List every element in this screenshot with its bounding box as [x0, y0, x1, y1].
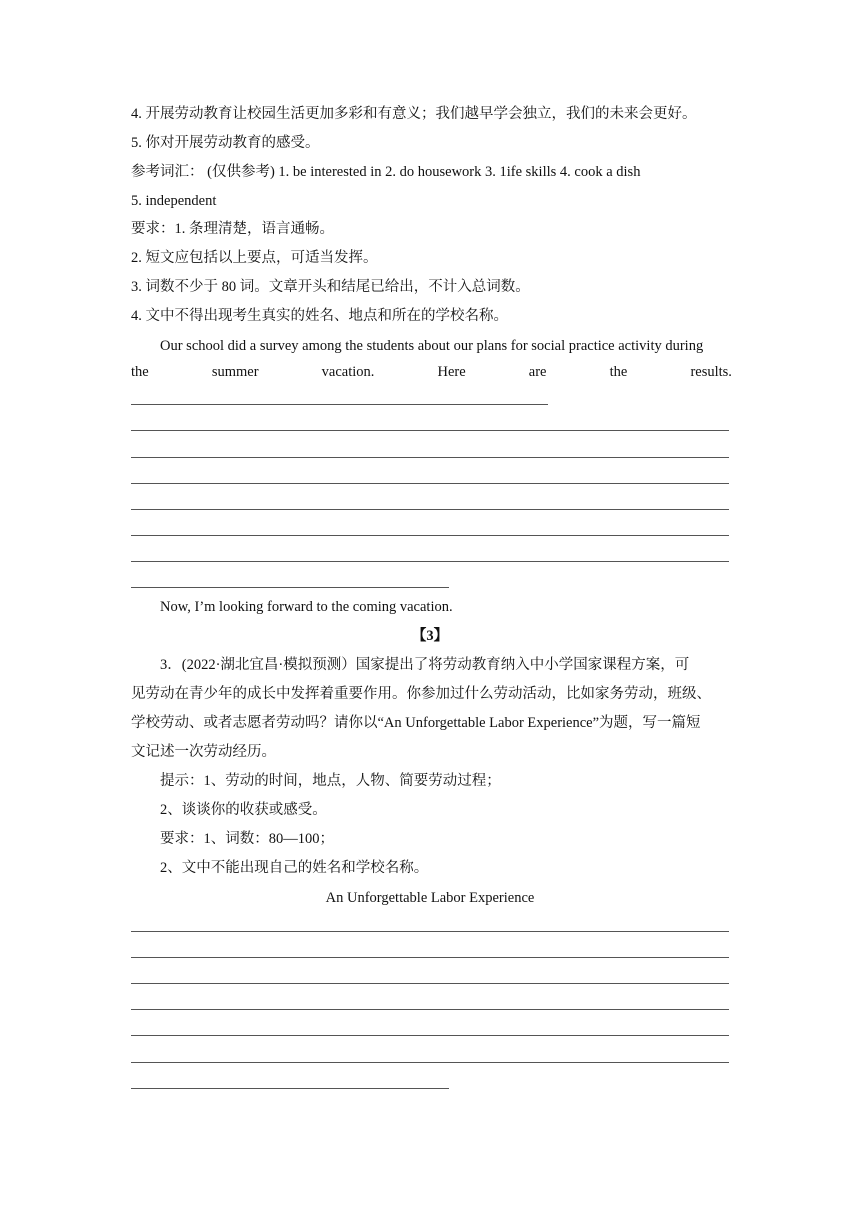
essay-opening-line-2: [131, 362, 732, 382]
answer-line[interactable]: [131, 457, 729, 458]
essay-closing: Now, I’m looking forward to the coming vacation.: [160, 599, 453, 615]
answer-line[interactable]: [131, 1088, 449, 1089]
answer-line[interactable]: [131, 535, 729, 536]
opening-word: results.: [690, 364, 732, 380]
requirement-1: 要求：1、词数：80—100；: [160, 831, 334, 847]
essay-opening-line-1: Our school did a survey among the students about our plans for social practice activity during: [160, 338, 704, 354]
vocab-line-1: 参考词汇： (仅供参考) 1. be interested in 2. do housework 3. 1ife skills 4. cook a dish: [131, 164, 641, 180]
hint-1: 提示：1、劳动的时间，地点，人物、简要劳动过程；: [160, 773, 501, 789]
requirement-1: 要求：1. 条理清楚，语言通畅。: [131, 221, 334, 237]
prompt-line-2: 见劳动在青少年的成长中发挥着重要作用。你参加过什么劳动活动，比如家务劳动，班级、: [131, 686, 711, 702]
answer-line[interactable]: [131, 983, 729, 984]
opening-word: vacation.: [321, 364, 375, 380]
answer-line[interactable]: [131, 957, 729, 958]
answer-line[interactable]: [131, 1062, 729, 1063]
opening-word: summer: [211, 364, 259, 380]
answer-line[interactable]: [131, 483, 729, 484]
answer-line[interactable]: [131, 561, 729, 562]
opening-word: Here: [437, 364, 466, 380]
answer-line[interactable]: [131, 1009, 729, 1010]
answer-line[interactable]: [131, 404, 548, 405]
answer-line[interactable]: [131, 1035, 729, 1036]
answer-line[interactable]: [131, 430, 729, 431]
answer-line[interactable]: [131, 931, 729, 932]
answer-line[interactable]: [131, 587, 449, 588]
requirement-3: 3. 词数不少于 80 词。文章开头和结尾已给出，不计入总词数。: [131, 279, 530, 295]
essay-title: An Unforgettable Labor Experience: [325, 890, 535, 906]
requirement-2: 2. 短文应包括以上要点，可适当发挥。: [131, 250, 378, 266]
point-5: 5. 你对开展劳动教育的感受。: [131, 135, 320, 151]
opening-word: the: [609, 364, 628, 380]
opening-word: the: [131, 364, 149, 380]
answer-line[interactable]: [131, 509, 729, 510]
prompt-line-3: 学校劳动、或者志愿者劳动吗？请你以“An Unforgettable Labor Experience”为题，写一篇短: [131, 715, 701, 731]
question-marker: 【3】: [411, 628, 449, 644]
point-4: 4. 开展劳动教育让校园生活更加多彩和有意义；我们越早学会独立，我们的未来会更好。: [131, 106, 697, 122]
hint-2: 2、谈谈你的收获或感受。: [160, 802, 327, 818]
requirement-4: 4. 文中不得出现考生真实的姓名、地点和所在的学校名称。: [131, 308, 508, 324]
prompt-line-1: 3．(2022·湖北宜昌·模拟预测）国家提出了将劳动教育纳入中小学国家课程方案，可: [160, 657, 690, 673]
vocab-line-2: 5. independent: [131, 193, 217, 209]
requirement-2: 2、文中不能出现自己的姓名和学校名称。: [160, 860, 429, 876]
opening-word: are: [528, 364, 547, 380]
prompt-line-4: 文记述一次劳动经历。: [131, 744, 276, 760]
